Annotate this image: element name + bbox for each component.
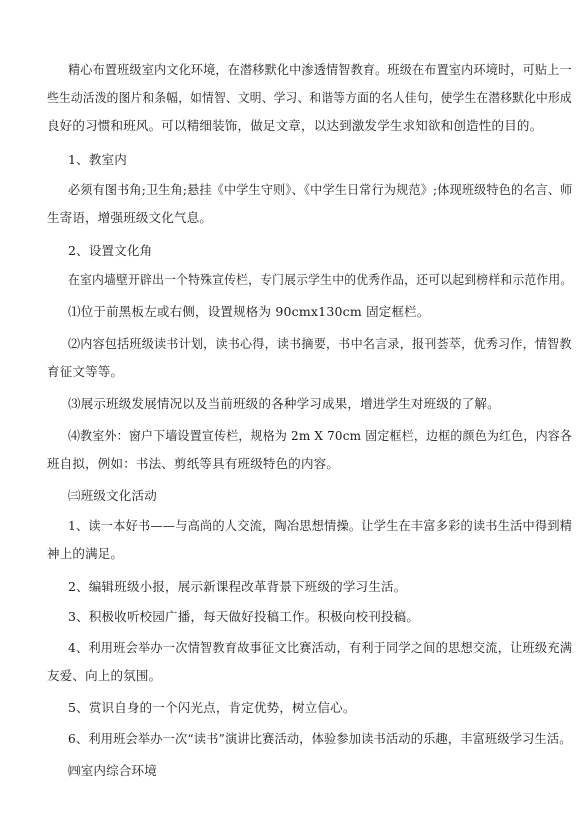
paragraph-line: ⑴位于前黑板左或右侧，设置规格为 90cmx130cm 固定框栏。 (68, 304, 430, 319)
paragraph-line: 5、赏识自身的一个闪光点，肯定优势，树立信心。 (68, 700, 356, 715)
section-heading: 1、教室内 (68, 152, 127, 167)
paragraph-line: 2、编辑班级小报，展示新课程改革背景下班级的学习生活。 (68, 579, 407, 594)
paragraph-line: 3、积极收听校园广播，每天做好投稿工作。积极向校刊投稿。 (68, 609, 420, 624)
paragraph-line: 必须有图书角;卫生角;悬挂《中学生守则》、《中学生日常行为规范》;体现班级特色的名言、师 (68, 182, 573, 197)
paragraph-line: ⑶展示班级发展情况以及当前班级的各种学习成果，增进学生对班级的了解。 (68, 396, 500, 411)
paragraph-line: 在室内墙壁开辟出一个特殊宣传栏，专门展示学生中的优秀作品，还可以起到榜样和示范作用。 (68, 272, 573, 287)
section-heading: 2、设置文化角 (68, 243, 153, 258)
paragraph-line: ⑷教室外：窗户下墙设置宣传栏，规格为 2m X 70cm 固定框栏，边框的颜色为红色，内容各 (68, 428, 573, 443)
paragraph-line: ⑵内容包括班级读书计划，读书心得，读书摘要，书中名言录，报刊荟萃，优秀习作，情智教 (68, 336, 572, 351)
paragraph-line: 班自拟，例如：书法、剪纸等具有班级特色的内容。 (47, 456, 340, 471)
paragraph-line: 1、读一本好书——与高尚的人交流，陶冶思想情操。让学生在丰富多彩的读书生活中得到精 (68, 518, 573, 533)
paragraph-line: 育征文等等。 (47, 364, 124, 379)
paragraph-line: 生寄语，增强班级文化气息。 (47, 210, 213, 225)
section-heading: ㈢班级文化活动 (68, 488, 157, 503)
paragraph-line: 良好的习惯和班风。可以精细装饰，做足文章，以达到激发学生求知欲和创造性的目的。 (47, 118, 543, 133)
paragraph-line: 些生动活泼的图片和条幅，如情智、文明、学习、和谐等方面的名人佳句，使学生在潜移默化中形成 (47, 90, 572, 105)
paragraph-line: 6、利用班会举办一次“读书”演讲比赛活动，体验参加读书活动的乐趣，丰富班级学习生活。 (68, 731, 572, 746)
paragraph-line: 友爱、向上的氛围。 (47, 668, 162, 683)
paragraph-line: 精心布置班级室内文化环境，在潜移默化中渗透情智教育。班级在布置室内环境时，可贴上一 (68, 62, 572, 77)
paragraph-line: 4、利用班会举办一次情智教育故事征文比赛活动，有利于同学之间的思想交流，让班级充满 (68, 640, 573, 655)
section-heading: ㈣室内综合环境 (68, 763, 157, 778)
paragraph-line: 神上的满足。 (47, 546, 124, 561)
